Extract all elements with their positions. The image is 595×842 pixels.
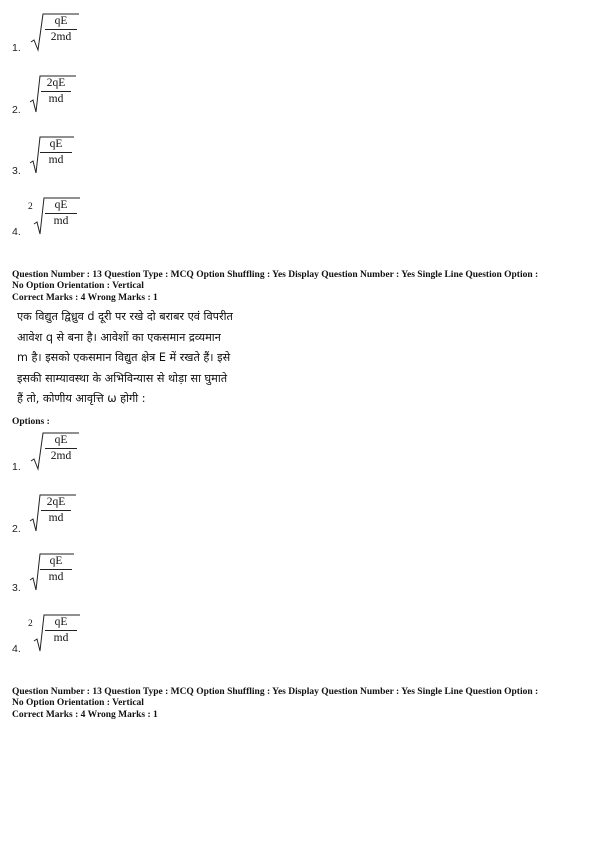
option-2[interactable]: [12, 489, 132, 537]
option-number: 4.: [12, 643, 21, 655]
option-4[interactable]: [12, 609, 132, 657]
prev-option-3: [12, 131, 132, 179]
option-1[interactable]: [12, 427, 132, 475]
numerator: qE: [54, 434, 68, 446]
numerator: 2qE: [46, 77, 66, 89]
numerator: qE: [54, 15, 68, 27]
prev-option-4: [12, 192, 132, 240]
coefficient: 2: [28, 202, 33, 212]
question-text-line: एक विद्युत द्विध्रुव d दूरी पर रखे दो बराबर एवं विपरीत: [17, 310, 233, 323]
denominator: md: [53, 215, 69, 227]
fraction-bar: [40, 569, 72, 570]
question-header-line-2: No Option Orientation : Vertical: [12, 280, 144, 291]
prev-option-2: [12, 70, 132, 118]
numerator: qE: [54, 616, 68, 628]
question-text: [17, 307, 267, 410]
question-text-line: हैं तो, कोणीय आवृत्ति ω होगी :: [17, 392, 146, 405]
question-text-line: इसकी साम्यावस्था के अभिविन्यास से थोड़ा सा घुमाते: [17, 371, 228, 385]
fraction: [41, 496, 71, 525]
denominator: md: [48, 512, 64, 524]
fraction-bar: [45, 630, 77, 631]
prev-option-1: [12, 8, 132, 56]
question-header-line-1: Question Number : 13 Question Type : MCQ Option Shuffling : Yes Display Question Number : Yes Single Line Question Option :: [12, 270, 539, 280]
fraction: [45, 434, 77, 463]
denominator: md: [48, 93, 64, 105]
numerator: 2qE: [46, 496, 66, 508]
denominator: 2md: [50, 31, 72, 43]
question-marks: Correct Marks : 4 Wrong Marks : 1: [12, 710, 158, 720]
question-marks: Correct Marks : 4 Wrong Marks : 1: [12, 293, 158, 303]
fraction: [40, 555, 72, 584]
denominator: md: [48, 571, 64, 583]
numerator: qE: [49, 555, 63, 567]
option-3[interactable]: [12, 548, 132, 596]
numerator: qE: [49, 138, 63, 150]
denominator: md: [53, 632, 69, 644]
question-header: [12, 270, 538, 304]
question-header-line-1: Question Number : 13 Question Type : MCQ Option Shuffling : Yes Display Question Number : Yes Single Line Question Option :: [12, 687, 539, 697]
option-number: 4.: [12, 226, 21, 238]
fraction: [41, 77, 71, 106]
fraction-bar: [45, 448, 77, 449]
option-number: 1.: [12, 461, 21, 473]
option-number: 2.: [12, 104, 21, 116]
option-number: 1.: [12, 42, 21, 54]
numerator: qE: [54, 199, 68, 211]
option-number: 3.: [12, 582, 21, 594]
fraction-bar: [41, 510, 71, 511]
fraction: [45, 616, 77, 645]
fraction: [40, 138, 72, 167]
option-number: 2.: [12, 523, 21, 535]
next-question-header: [12, 687, 538, 721]
fraction-bar: [40, 152, 72, 153]
fraction: [45, 15, 77, 44]
question-text-line: आवेश q से बना है। आवेशों का एकसमान द्रव्यमान: [17, 330, 221, 344]
coefficient: 2: [28, 619, 33, 629]
fraction-bar: [45, 29, 77, 30]
question-header-line-2: No Option Orientation : Vertical: [12, 697, 144, 708]
fraction-bar: [45, 213, 77, 214]
fraction-bar: [41, 91, 71, 92]
option-number: 3.: [12, 165, 21, 177]
question-text-line: m है। इसको एकसमान विद्युत क्षेत्र E में रखते हैं। इसे: [17, 351, 231, 364]
denominator: md: [48, 154, 64, 166]
options-label: Options :: [12, 417, 50, 427]
denominator: 2md: [50, 450, 72, 462]
fraction: [45, 199, 77, 228]
